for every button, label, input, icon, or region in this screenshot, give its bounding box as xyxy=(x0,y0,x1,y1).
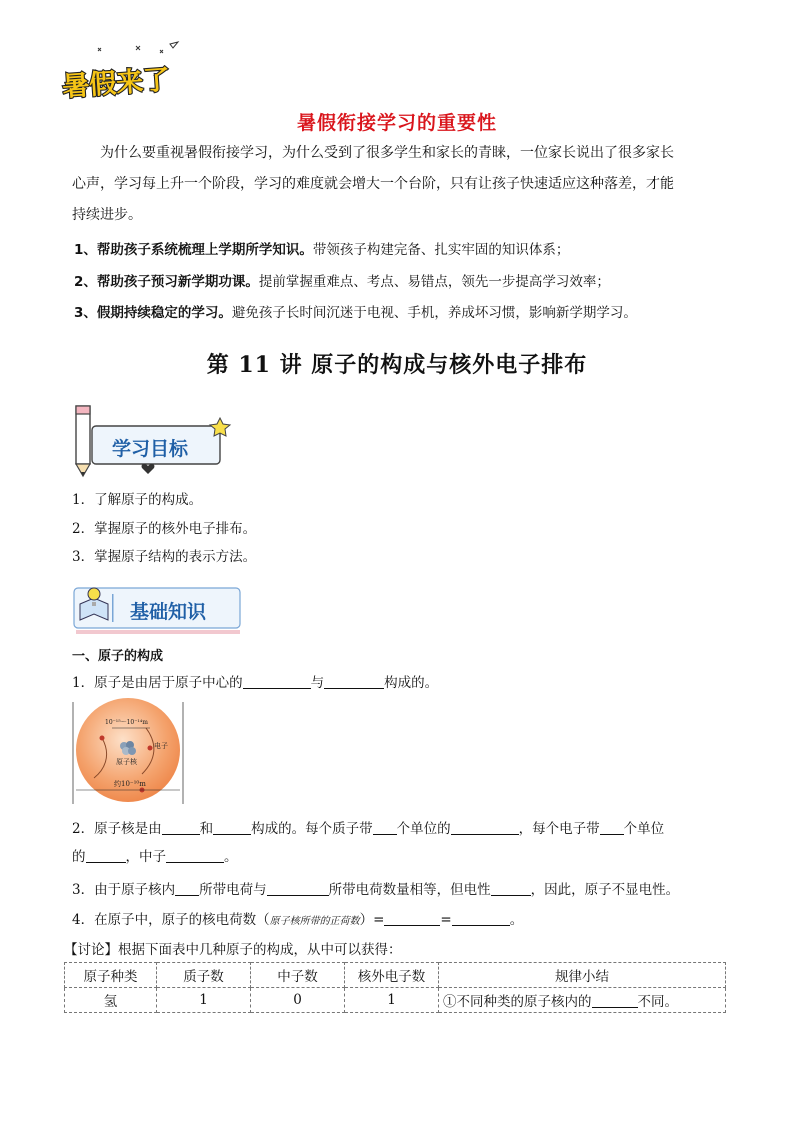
question-2-line-2: 的 ，中子 。 xyxy=(72,849,238,865)
table-header-row xyxy=(65,963,726,988)
blank[interactable] xyxy=(600,820,624,835)
question-4: 4．在原子中，原子的核电荷数（原子核所带的正荷数）= = 。 xyxy=(72,912,524,928)
question-2-line-1: 2．原子核是由 和 构成的。每个质子带 个单位的 ，每个电子带 个单位 xyxy=(72,821,665,837)
page-title: 暑假衔接学习的重要性 xyxy=(296,112,497,134)
basics-banner-label: 基础知识 xyxy=(130,601,207,623)
table-header: 规律小结 xyxy=(439,963,726,988)
logo-sparkles xyxy=(98,42,178,53)
intro-point-1: 1、帮助孩子系统梳理上学期所学知识。带领孩子构建完备、扎实牢固的知识体系； xyxy=(74,242,570,258)
blank[interactable] xyxy=(213,820,251,835)
blank[interactable] xyxy=(592,993,638,1008)
blank[interactable] xyxy=(243,674,311,689)
blank[interactable] xyxy=(162,820,200,835)
blank[interactable] xyxy=(86,848,126,863)
nucleus-size-label: 10⁻¹⁵～10⁻¹⁴m xyxy=(105,719,148,726)
goal-item-3: 3．掌握原子结构的表示方法。 xyxy=(72,549,257,565)
electron-dot xyxy=(148,746,153,751)
goals-banner xyxy=(68,400,238,480)
intro-line-3: 持续进步。 xyxy=(72,207,142,223)
table-cell: 氢 xyxy=(65,988,157,1013)
question-3: 3．由于原子核内 所带电荷与 所带电荷数量相等，但电性 ，因此，原子不显电性。 xyxy=(72,882,680,898)
atom-structure-diagram xyxy=(72,698,184,808)
intro-line-2: 心声，学习每上升一个阶段，学习的难度就会增大一个台阶，只有让孩子快速适应这种落差，才能 xyxy=(72,176,674,192)
electron-label: 电子 xyxy=(154,742,168,750)
lesson-title: 第 11 讲 原子的构成与核外电子排布 xyxy=(206,352,588,378)
table-summary-cell: ①不同种类的原子核内的 不同。 xyxy=(439,988,726,1013)
blank[interactable] xyxy=(373,820,397,835)
blank[interactable] xyxy=(324,674,384,689)
summer-logo xyxy=(58,40,188,110)
blank[interactable] xyxy=(175,881,199,896)
atom-size-label: 约10⁻¹⁰m xyxy=(114,780,146,788)
blank[interactable] xyxy=(491,881,531,896)
nucleus-label: 原子核 xyxy=(116,758,137,766)
logo-text: 暑假来了 xyxy=(61,64,172,103)
intro-point-3: 3、假期持续稳定的学习。避免孩子长时间沉迷于电视、手机，养成坏习惯，影响新学期学习。 xyxy=(74,305,637,321)
goal-item-1: 1．了解原子的构成。 xyxy=(72,492,203,508)
goals-banner-label: 学习目标 xyxy=(112,438,189,460)
blank[interactable] xyxy=(166,848,224,863)
table-header: 原子种类 xyxy=(65,963,157,988)
intro-line-1: 为什么要重视暑假衔接学习，为什么受到了很多学生和家长的青睐，一位家长说出了很多家长 xyxy=(100,145,674,161)
atom-composition-table xyxy=(64,962,726,1013)
table-cell: 1 xyxy=(157,988,251,1013)
table-header: 质子数 xyxy=(157,963,251,988)
blank[interactable] xyxy=(452,911,510,926)
electron-dot xyxy=(100,736,105,741)
section-heading: 一、原子的构成 xyxy=(72,649,164,664)
blank[interactable] xyxy=(451,820,519,835)
goal-item-2: 2．掌握原子的核外电子排布。 xyxy=(72,521,257,537)
intro-point-2: 2、帮助孩子预习新学期功课。提前掌握重难点、考点、易错点，领先一步提高学习效率； xyxy=(74,274,610,290)
table-header: 中子数 xyxy=(251,963,345,988)
table-cell: 1 xyxy=(345,988,439,1013)
blank[interactable] xyxy=(267,881,329,896)
table-row xyxy=(65,988,726,1013)
basics-banner xyxy=(72,580,244,638)
table-header: 核外电子数 xyxy=(345,963,439,988)
table-cell: 0 xyxy=(251,988,345,1013)
question-1: 1．原子是由居于原子中心的 与 构成的。 xyxy=(72,675,439,691)
intro-paragraph xyxy=(72,138,722,231)
discussion-prompt: 【讨论】根据下面表中几种原子的构成，从中可以获得： xyxy=(64,942,402,958)
blank[interactable] xyxy=(384,911,440,926)
